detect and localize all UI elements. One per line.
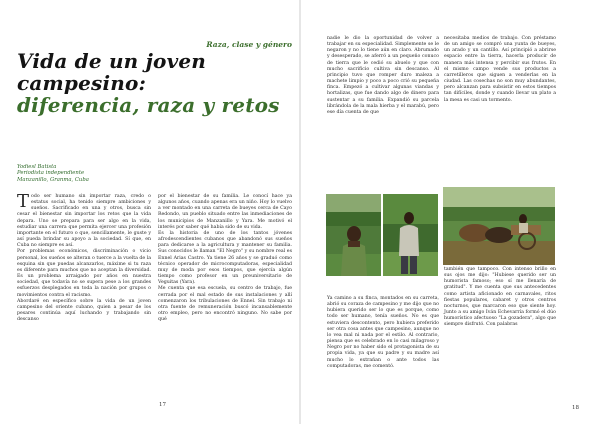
article-title: [17, 50, 287, 116]
paragraph: Me cuenta que esa escuela, su centro de trabajo, fue cerrada por el mal estado de sus instalaciones y allí comenzaron los tribulaciones de Ennel. Sin trabajo ni otra fuente de remuneración buscó incansablemente otro empleo, pero no encontró ninguno. No sabe por qué: [158, 286, 292, 323]
section-label: Raza, clase y género: [206, 40, 292, 49]
right-column-3: [327, 296, 439, 370]
right-column-4: [444, 267, 556, 329]
title-line-1: Vida de un joven campesino:: [17, 49, 207, 95]
photo-oxen-cart: [443, 187, 555, 265]
paragraph: nadie le dio la oportunidad de volver a trabajar en su especialidad. Simplemente se le negaron y no lo tiene aún en claro. Abrumado y desesperado, se aferró a un pequeño conuco de tierra que le cedió su abuelo y que con mucho sacrificio cultiva sin descanso. Al principio tuvo que romper duro maleza a machete limpio y poco a poco crió su pequeña finca. Empezó a cultivar algunas viandas y hortalizas, que fue dando algo de dinero para sustentar a su familia. Expandió su parcela librándola de la mala hierba y el marabú, pero ese día cuenta de que: [327, 36, 439, 115]
photo-man-in-field: [326, 194, 381, 276]
paragraph: Es la historia de uno de los tantos jóvenes afrodescendientes cubanos que abandonó sus sueños para dedicarse a la agricultura y mantener su familia. Sus conocidos le llaman "El Negro" y su nombre real es Ennel Arias Castro. Ya tiene 26 años y se graduó como técnico operador de microcomputadoras, especialidad muy de moda por esos tiempos, que ejercía algún tiempo como profesor en un preuniversitario de Veguitas (Yara).: [158, 230, 292, 286]
drop-cap: T: [17, 191, 30, 212]
page-number: 18: [572, 405, 579, 411]
left-page: [0, 0, 299, 424]
left-column-1: [17, 191, 151, 323]
photo-man-standing: [383, 194, 438, 276]
paragraph: Abordaré en específico sobre la vida de un joven campesino del oriente cubano, quien a pesar de los pesares continúa aquí luchando y trabajando sin descanso: [17, 298, 151, 323]
left-column-2: [158, 194, 292, 323]
byline: [17, 164, 157, 183]
paragraph: por el bienestar de su familia. Le conocí hace ya algunos años, cuando apenas era un niño. Hoy lo vuelvo a ver montado en una carreta de bueyes cerca de Cayo Redondo, un pueblo situado entre las inmediaciones de los municipios de Manzanillo y Yara. Me motivó el interés por saber qué había sido de su vida.: [158, 194, 292, 230]
author-location: Manzanillo, Granma, Cuba: [17, 176, 89, 183]
paragraph-text: odo ser humano sin importar raza, credo o estatus social, ha tenido siempre ambiciones y sueños. Sacrificado en una y otros, busca sin cesar el bienestar sin importar los retos que la vida depara. Uno se prepara para ser algo en la vida, estudiar una carrera que permita ejercer una profesión importante en el futuro o que, sencillamente, le guste y así pueda brindar su apoyo a la sociedad. Sí que, en Cuba no siempre es así.: [17, 194, 151, 249]
paragraph: [17, 191, 151, 249]
paragraph: también que tampoco. Con intenso brillo en sus ojos me dijo: "Hubiese querido ser un humorista famoso; eso sí me llenaría de gratitud". Y me cuenta que sus antecedentes como artista aficionado en carnavales, ritos fiestas populares, cabaret y otros centros nocturnos, que marcaron eso que siente hoy. Junto a su amigo Iván Echevarría formó el dúo humorístico afectuoso "La gozadera", algo que siempre disfrutó. Con palabras: [444, 267, 556, 328]
paragraph: Ya camino a su finca, montados en su carreta, abrió su coraza de campesino y me dijo que no hubiera querido ser lo que es porque, como todo ser humano, tenía sueños. No es que estuviera descontento, pero hubiera preferido ser otra cosa antes que campesino, aunque no lo vea mal ni nada por el estilo. Al contrario, piensa que es celebrado en lo casi milagroso y Negro por no haber sido el protagonista de su propia vida, ya que su padre y su madre así mucho lo extrañan o ante todos las computadoras, me comentó.: [327, 296, 439, 369]
author-role: Periodista independiente: [17, 170, 85, 177]
title-line-2: diferencia, raza y retos: [17, 93, 280, 117]
paragraph: necesitaba medios de trabajo. Con préstamo de un amigo se compró una yunta de bueyes, un arado y un cantillo. Así principió a abrirse espacio entre la tierra, hacerla producir de manera más intensa y percibir sus frutos. En el mismo campo vende sus productos a carretilleros que siguen a venderlas en la ciudad. Las cosechas no son muy abundantes, pero alcanzan para subsistir en estos tiempos tan difíciles, donde y cuando llevar un plato a la mesa es casi un tormento.: [444, 36, 556, 103]
paragraph: Por problemas económicos, discriminación o vicio personal, los sueños se alteran o tuerce a la vuelta de la esquina sin que puedas alcanzarlos, máxime si tu raza es diferente para muchos que no aceptan la diversidad. Es un problema arraigado por años en nuestra sociedad, que todavía no se supera pese a los grandes esfuerzos desplegados en toda la nación por grupos o movimientos contra el racismo.: [17, 249, 151, 298]
right-column-2: [444, 36, 556, 104]
page-number: 17: [159, 402, 166, 408]
author-name: Yodiesl Batista: [17, 164, 57, 170]
right-column-1: [327, 36, 439, 116]
